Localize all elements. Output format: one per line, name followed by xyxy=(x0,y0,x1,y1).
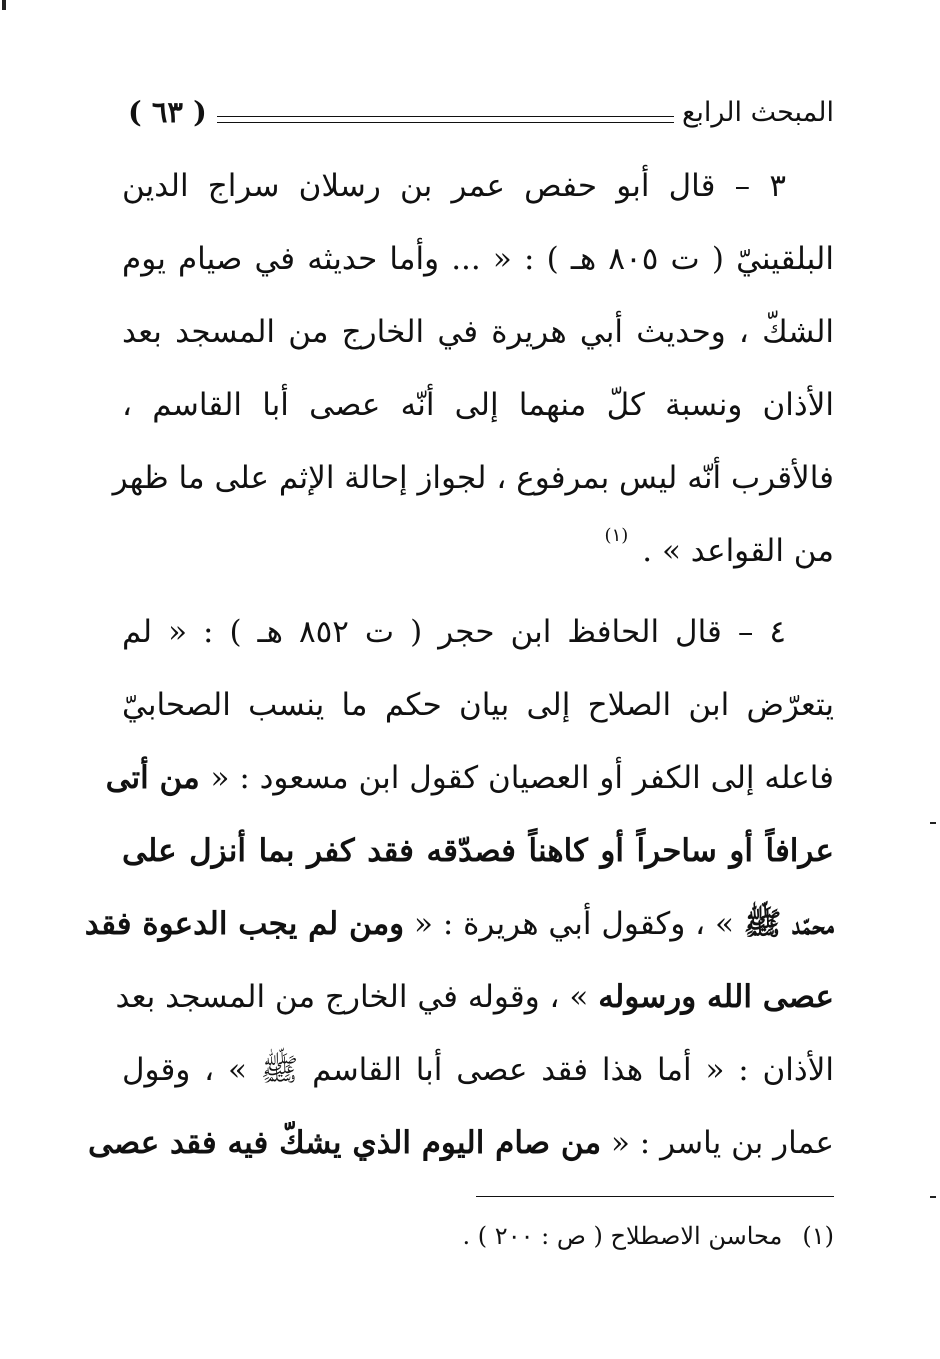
text-line: من القواعد » .$^{(١)}$ xyxy=(604,525,834,569)
paragraph-gap xyxy=(122,588,834,596)
text-line xyxy=(122,815,834,888)
hadith-text: ومن لم يجب الدعوة فقد xyxy=(84,906,405,942)
text-line: ٣ – قال أبو حفص عمر بن رسلان سراج الدين xyxy=(122,168,786,204)
footnote xyxy=(300,1222,834,1250)
scan-mark-right-2 xyxy=(930,1196,936,1198)
hadith-text: من أتى xyxy=(105,760,211,796)
text-line: محمّد ﷺ » ، وكقول أبي هريرة : « ومن لم يجب الدعوة فقد xyxy=(84,906,834,942)
text-line: عصى الله ورسوله » ، وقوله في الخارج من المسجد بعد xyxy=(115,979,834,1015)
footnote-text: محاسن الاصطلاح ( ص : ٢٠٠ ) . xyxy=(462,1222,783,1250)
hadith-text: عرافاً أو ساحراً أو كاهناً فصدّقه فقد كفر بما أنزل على xyxy=(122,833,834,869)
text-line: الشكّ ، وحديث أبي هريرة في الخارج من المسجد بعد xyxy=(122,314,834,350)
scan-mark-top-left xyxy=(2,0,6,10)
chapter-title: المبحث الرابع xyxy=(681,96,834,128)
text-line: يتعرّض ابن الصلاح إلى بيان حكم ما ينسب الصحابيّ xyxy=(122,687,834,723)
text-line: فالأقرب أنّه ليس بمرفوع ، لجواز إحالة الإثم على ما ظهر xyxy=(112,460,834,496)
hadith-text: من صام اليوم الذي يشكّ فيه فقد عصى xyxy=(87,1125,602,1161)
text-line: ٤ – قال الحافظ ابن حجر ( ت ٨٥٢ هـ ) : « لم xyxy=(122,614,786,650)
hadith-text: عصى الله ورسوله xyxy=(598,979,834,1015)
footnote-number: (١) xyxy=(802,1222,834,1250)
hadith-text: محمّد ﷺ xyxy=(743,906,834,942)
text-line: فاعله إلى الكفر أو العصيان كقول ابن مسعود : « من أتى xyxy=(105,760,834,796)
scan-mark-right-1 xyxy=(930,822,936,824)
text-line: البلقينيّ ( ت ٨٠٥ هـ ) : « ... وأما حديثه في صيام يوم xyxy=(122,241,834,277)
text-line: الأذان ونسبة كلّ منهما إلى أنّه عصى أبا القاسم ، xyxy=(122,387,834,423)
header-rule xyxy=(217,116,674,123)
footnote-separator xyxy=(476,1196,834,1197)
text-line: الأذان : « أما هذا فقد عصى أبا القاسم ﷺ » ، وقول xyxy=(122,1052,834,1088)
main-text xyxy=(84,150,834,1180)
running-header xyxy=(128,92,834,132)
text-line: عمار بن ياسر : « من صام اليوم الذي يشكّ فيه فقد عصى xyxy=(87,1125,834,1161)
footnote-reference: (١) xyxy=(604,525,629,546)
page-number: ( ٦٣ ) xyxy=(128,95,207,129)
